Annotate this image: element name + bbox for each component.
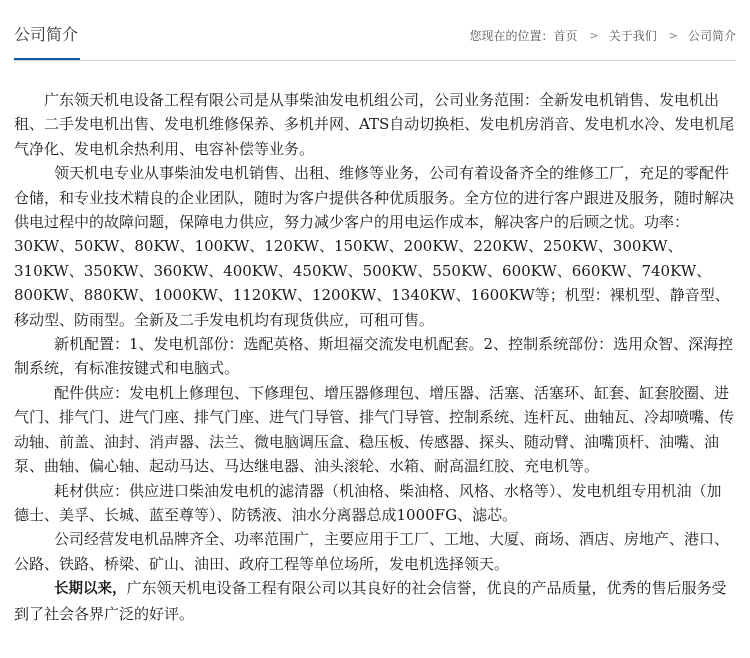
header-divider <box>14 60 736 61</box>
paragraph-consumables: 耗材供应：供应进口柴油发电机的滤清器（机油格、柴油格、风格、水格等）、发电机组专用机油（加德士、美孚、长城、蓝至尊等）、防锈液、油水分离器总成1000FG、滤芯。 <box>14 481 722 524</box>
breadcrumb <box>470 28 737 44</box>
breadcrumb-item-profile[interactable]: 公司简介 <box>687 29 736 43</box>
breadcrumb-prefix: 您现在的位置： <box>469 29 554 43</box>
company-profile-content <box>14 88 736 626</box>
paragraph-closing: 长期以来，广东领天机电设备工程有限公司以其良好的社会信誉，优良的产品质量，优秀的售后服务受到了社会各界广泛的好评。 <box>14 579 727 623</box>
page-title: 公司简介 <box>14 25 79 44</box>
page-header <box>0 0 750 62</box>
paragraph-new-config: 新机配置：1、发电机部份：选配英格、斯坦福交流发电机配套。2、控制系统部份：选用众智、深海控制系统，有标准按键式和电脑式。 <box>14 335 734 378</box>
paragraph-intro: 广东领天机电设备工程有限公司是从事柴油发电机组公司，公司业务范围：全新发电机销售、发电机出租、二手发电机出售、发电机维修保养、多机并网、ATS自动切换柜、发电机房消音、发电机水冷、发电机尾气净化、发电机余热利用、电容补偿等业务。 <box>14 91 735 158</box>
closing-lead: 长期以来， <box>54 581 127 598</box>
paragraph-parts: 配件供应：发电机上修理包、下修理包、增压器修理包、增压器、活塞、活塞环、缸套、缸套胶圈、进气门、排气门、进气门座、排气门座、进气门导管、排气门导管、控制系统、连杆瓦、曲轴瓦、冷却喷嘴、传动轴、前盖、油封、消声器、法兰、微电脑调压盒、稳压板、传感器、探头、随动臂、油嘴顶杆、油嘴、油泵、曲轴、偏心轴、起动马达、马达继电器、油头滚轮、水箱、耐高温红胶、充电机等。 <box>14 383 735 476</box>
breadcrumb-item-about[interactable]: 关于我们 <box>608 29 657 43</box>
paragraph-services: 领天机电专业从事柴油发电机销售、出租、维修等业务，公司有着设备齐全的维修工厂，充足的零配件仓储，和专业技术精良的企业团队，随时为客户提供各种优质服务。全方位的进行客户跟进及服务，随时解决供电过程中的故障问题，保障电力供应，努力减少客户的用电运作成本，解决客户的后顾之忧。功率：30KW、50KW、80KW、100KW、120KW、150KW、200KW、220KW、250KW、300KW、310KW、350KW、360KW、400KW、450KW、500KW、550KW、600KW、660KW、740KW、800KW、880KW、1000KW、1120KW、1200KW、1340KW、1600KW等；机型：裸机型、静音型、移动型、防雨型。全新及二手发电机均有现货供应，可租可售。 <box>14 164 735 329</box>
chevron-right-icon: > <box>668 29 678 42</box>
chevron-right-icon: > <box>589 29 599 42</box>
paragraph-brands: 公司经营发电机品牌齐全、功率范围广，主要应用于工厂、工地、大厦、商场、酒店、房地产、港口、公路、铁路、桥梁、矿山、油田、政府工程等单位场所，发电机选择领天。 <box>14 530 730 573</box>
breadcrumb-item-home[interactable]: 首页 <box>553 29 578 43</box>
